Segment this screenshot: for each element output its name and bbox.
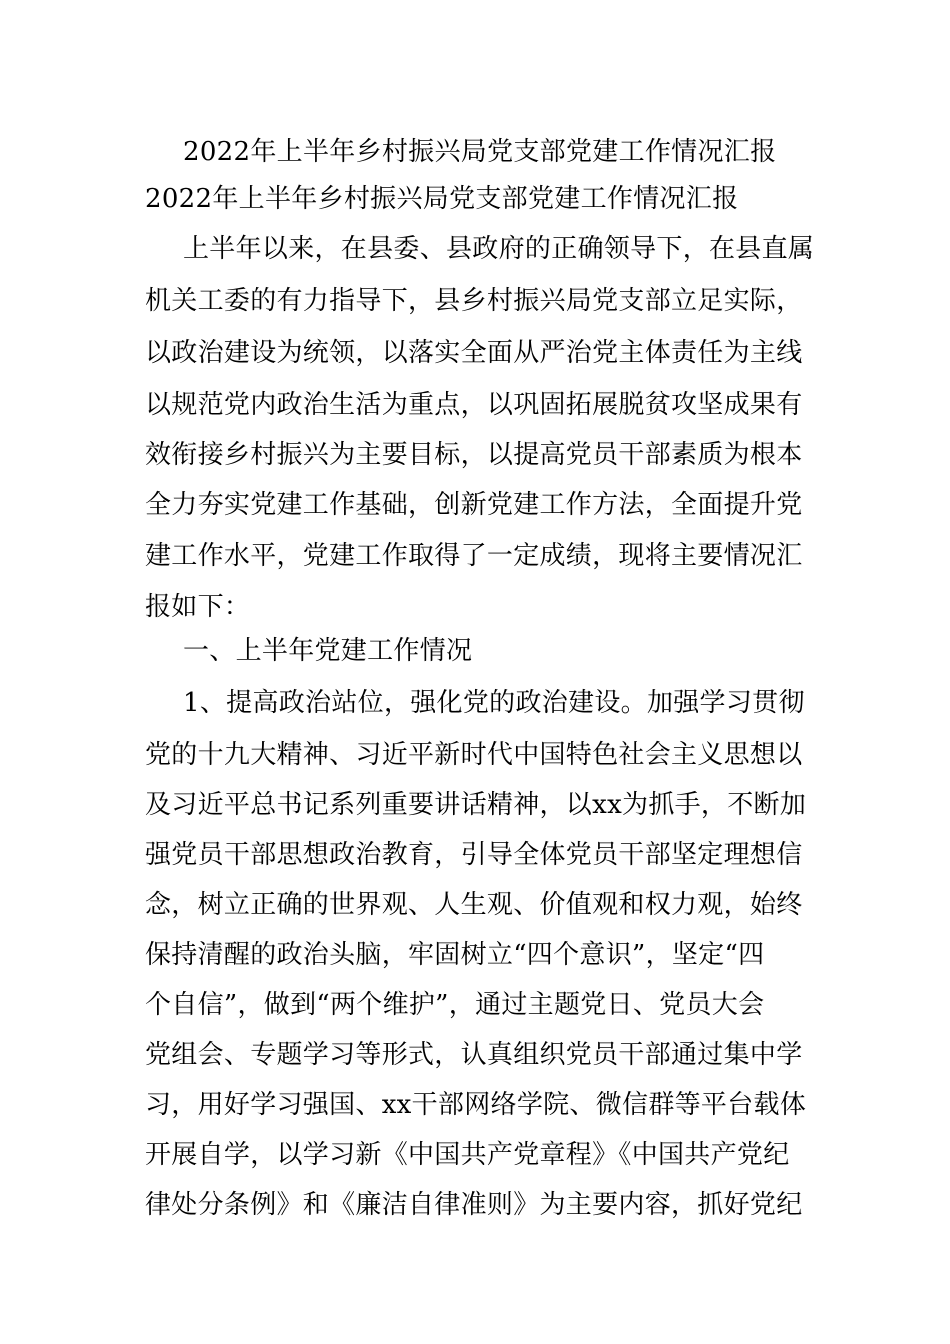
paragraph-line: 全力夯实党建工作基础，创新党建工作方法，全面提升党 — [145, 490, 803, 520]
paragraph-line: 律处分条例》和《廉洁自律准则》为主要内容，抓好党纪 — [145, 1190, 803, 1220]
paragraph-line: 习，用好学习强国、xx干部网络学院、微信群等平台载体 — [145, 1090, 807, 1120]
paragraph-line: 党的十九大精神、习近平新时代中国特色社会主义思想以 — [145, 740, 803, 770]
paragraph-line: 以规范党内政治生活为重点，以巩固拓展脱贫攻坚成果有 — [145, 390, 803, 420]
document-title: 2022年上半年乡村振兴局党支部党建工作情况汇报 — [183, 137, 777, 167]
paragraph-line: 党组会、专题学习等形式，认真组织党员干部通过集中学 — [145, 1040, 803, 1070]
paragraph-line: 念，树立正确的世界观、人生观、价值观和权力观，始终 — [145, 890, 803, 920]
paragraph-line: 建工作水平，党建工作取得了一定成绩，现将主要情况汇 — [145, 541, 803, 571]
paragraph-line: 上半年以来，在县委、县政府的正确领导下，在县直属 — [183, 234, 815, 264]
document-subtitle: 2022年上半年乡村振兴局党支部党建工作情况汇报 — [145, 184, 739, 214]
section-heading: 一、上半年党建工作情况 — [183, 636, 473, 666]
paragraph-line: 保持清醒的政治头脑，牢固树立“四个意识”，坚定“四 — [145, 940, 765, 970]
paragraph-line: 报如下： — [145, 592, 251, 622]
paragraph-line: 及习近平总书记系列重要讲话精神，以xx为抓手，不断加 — [145, 790, 807, 820]
paragraph-line: 个自信”，做到“两个维护”，通过主题党日、党员大会 — [145, 990, 765, 1020]
paragraph-line: 效衔接乡村振兴为主要目标，以提高党员干部素质为根本 — [145, 440, 803, 470]
paragraph-line: 机关工委的有力指导下，县乡村振兴局党支部立足实际， — [145, 286, 803, 316]
paragraph-line: 强党员干部思想政治教育，引导全体党员干部坚定理想信 — [145, 840, 803, 870]
paragraph-line: 开展自学，以学习新《中国共产党章程》《中国共产党纪 — [145, 1140, 790, 1170]
paragraph-line: 以政治建设为统领，以落实全面从严治党主体责任为主线 — [145, 338, 803, 368]
paragraph-line: 1、提高政治站位，强化党的政治建设。加强学习贯彻 — [183, 688, 805, 718]
